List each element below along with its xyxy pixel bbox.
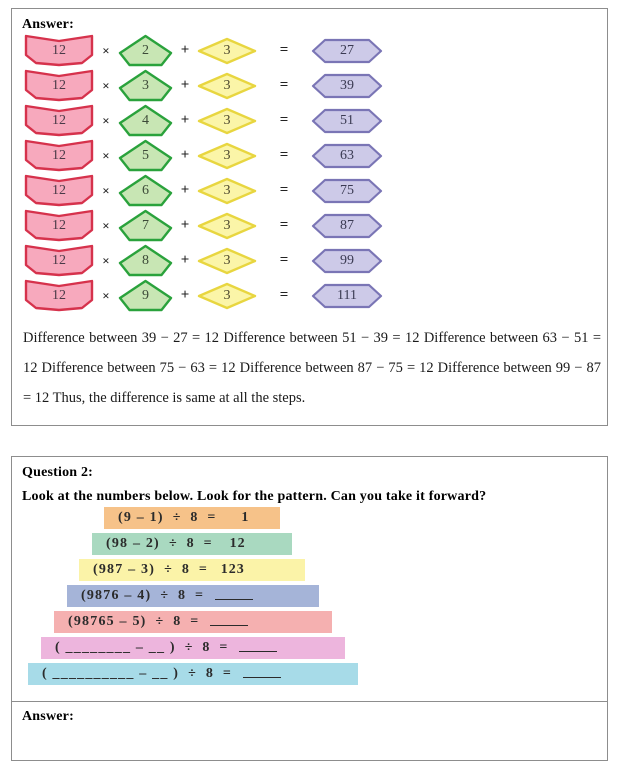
- multiplicand-shape: [24, 34, 94, 67]
- divide-operator: ÷: [160, 588, 170, 603]
- pattern-bar-row: [12, 507, 607, 532]
- times-operator: ×: [102, 182, 110, 198]
- pattern-rhs: 123: [220, 562, 245, 577]
- divide-operator: ÷: [155, 614, 165, 629]
- section-divider: [12, 701, 607, 702]
- divide-operator: ÷: [172, 510, 182, 525]
- multiplicand-value: 12: [52, 287, 66, 303]
- multiplier-shape: [118, 34, 173, 67]
- pattern-rhs: 1: [241, 510, 250, 525]
- answer-box: [11, 8, 608, 426]
- plus-operator: +: [180, 77, 190, 93]
- pattern-lhs: (987 – 3): [93, 562, 156, 577]
- plus-operator: +: [180, 42, 190, 58]
- multiplicand-shape: [24, 279, 94, 312]
- multiplicand-value: 12: [52, 217, 66, 233]
- multiplicand-value: 12: [52, 112, 66, 128]
- multiplier-value: 5: [142, 147, 149, 163]
- explanation-text: Difference between 39 − 27 = 12 Difference between 51 − 39 = 12 Difference between 63 − 51 = 12 Difference between 75 − 63 = 12 Difference between 87 − 75 = 12 Difference between 99 − 87 = 12 Thus, the difference is same at all the steps.: [23, 330, 601, 406]
- multiplier-value: 7: [142, 217, 149, 233]
- equals-operator: =: [279, 252, 289, 268]
- times-operator: ×: [102, 77, 110, 93]
- equals-operator: =: [279, 217, 289, 233]
- addend-value: 3: [223, 252, 231, 268]
- question2-answer-heading: Answer:: [22, 709, 74, 724]
- addend-value: 3: [223, 287, 231, 303]
- multiplicand-value: 12: [52, 252, 66, 268]
- pattern-bar: [28, 663, 358, 685]
- answer-heading: Answer:: [22, 17, 74, 32]
- divisor-value: 8: [186, 536, 195, 551]
- addend-shape: [197, 282, 257, 310]
- result-shape: [311, 38, 383, 64]
- divisor-value: 8: [178, 588, 187, 603]
- result-value: 27: [340, 42, 354, 58]
- pattern-lhs: ( ________ – __ ): [55, 640, 176, 655]
- question2-prompt: Look at the numbers below. Look for the pattern. Can you take it forward?: [22, 489, 487, 504]
- multiplicand-value: 12: [52, 147, 66, 163]
- times-operator: ×: [102, 42, 110, 58]
- addend-shape: [197, 142, 257, 170]
- equals-operator: =: [279, 42, 289, 58]
- result-shape: [311, 143, 383, 169]
- equation-list: [24, 33, 404, 313]
- pattern-bar-list: [12, 507, 607, 689]
- divisor-value: 8: [202, 640, 211, 655]
- pattern-bar-row: [12, 637, 607, 662]
- pattern-lhs: (98 – 2): [106, 536, 160, 551]
- pattern-rhs: 12: [229, 536, 246, 551]
- pattern-lhs: (9 – 1): [118, 510, 164, 525]
- equation-row: [24, 173, 404, 208]
- multiplier-shape: [118, 139, 173, 172]
- pattern-bar: [54, 611, 332, 633]
- multiplier-shape: [118, 104, 173, 137]
- result-value: 99: [340, 252, 354, 268]
- multiplier-shape: [118, 244, 173, 277]
- addend-shape: [197, 37, 257, 65]
- addend-shape: [197, 107, 257, 135]
- times-operator: ×: [102, 112, 110, 128]
- multiplicand-shape: [24, 209, 94, 242]
- equation-row: [24, 278, 404, 313]
- result-shape: [311, 248, 383, 274]
- equals-operator: =: [279, 147, 289, 163]
- multiplier-shape: [118, 209, 173, 242]
- multiplier-value: 3: [142, 77, 149, 93]
- pattern-lhs: ( __________ – __ ): [42, 666, 180, 681]
- pattern-bar: [41, 637, 345, 659]
- multiplicand-value: 12: [52, 182, 66, 198]
- addend-value: 3: [223, 77, 231, 93]
- multiplier-value: 6: [142, 182, 149, 198]
- equals-operator: =: [279, 287, 289, 303]
- multiplicand-shape: [24, 139, 94, 172]
- result-shape: [311, 178, 383, 204]
- pattern-bar-row: [12, 533, 607, 558]
- equals-operator: =: [195, 588, 203, 603]
- equation-row: [24, 68, 404, 103]
- times-operator: ×: [102, 217, 110, 233]
- pattern-lhs: (98765 – 5): [68, 614, 147, 629]
- result-value: 39: [340, 77, 354, 93]
- pattern-bar: [79, 559, 305, 581]
- pattern-bar: [104, 507, 280, 529]
- plus-operator: +: [180, 182, 190, 198]
- addend-value: 3: [223, 182, 231, 198]
- pattern-lhs: (9876 – 4): [81, 588, 152, 603]
- plus-operator: +: [180, 112, 190, 128]
- addend-value: 3: [223, 42, 231, 58]
- multiplier-value: 8: [142, 252, 149, 268]
- addend-value: 3: [223, 112, 231, 128]
- equation-row: [24, 138, 404, 173]
- addend-shape: [197, 212, 257, 240]
- multiplicand-shape: [24, 244, 94, 277]
- result-value: 63: [340, 147, 354, 163]
- addend-value: 3: [223, 147, 231, 163]
- divide-operator: ÷: [164, 562, 173, 577]
- divide-operator: ÷: [184, 640, 194, 655]
- plus-operator: +: [180, 252, 190, 268]
- multiplicand-shape: [24, 174, 94, 207]
- pattern-rhs: [203, 588, 253, 605]
- addend-shape: [197, 247, 257, 275]
- pattern-rhs: [227, 640, 277, 657]
- divisor-value: 8: [190, 510, 199, 525]
- equation-row: [24, 208, 404, 243]
- equals-operator: =: [279, 77, 289, 93]
- pattern-bar-row: [12, 611, 607, 636]
- result-shape: [311, 283, 383, 309]
- multiplier-value: 9: [142, 287, 149, 303]
- times-operator: ×: [102, 287, 110, 303]
- multiplicand-value: 12: [52, 77, 66, 93]
- pattern-bar: [67, 585, 319, 607]
- equals-operator: =: [279, 112, 289, 128]
- multiplicand-value: 12: [52, 42, 66, 58]
- result-value: 87: [340, 217, 354, 233]
- addend-value: 3: [223, 217, 231, 233]
- equals-operator: =: [203, 536, 212, 551]
- equals-operator: =: [190, 614, 199, 629]
- times-operator: ×: [102, 252, 110, 268]
- equals-operator: =: [207, 510, 216, 525]
- pattern-rhs: [198, 614, 248, 631]
- divisor-value: 8: [205, 666, 214, 681]
- addend-shape: [197, 177, 257, 205]
- times-operator: ×: [102, 147, 110, 163]
- divisor-value: 8: [181, 562, 190, 577]
- result-value: 75: [340, 182, 354, 198]
- equals-operator: =: [279, 182, 289, 198]
- question2-heading: Question 2:: [22, 465, 94, 480]
- pattern-bar-row: [12, 559, 607, 584]
- equals-operator: =: [198, 562, 207, 577]
- result-shape: [311, 73, 383, 99]
- plus-operator: +: [180, 287, 190, 303]
- result-shape: [311, 108, 383, 134]
- question2-box: [11, 456, 608, 761]
- result-value: 111: [337, 287, 357, 303]
- result-value: 51: [340, 112, 354, 128]
- plus-operator: +: [180, 217, 190, 233]
- multiplicand-shape: [24, 104, 94, 137]
- multiplier-shape: [118, 69, 173, 102]
- multiplier-shape: [118, 279, 173, 312]
- pattern-bar: [92, 533, 292, 555]
- equation-row: [24, 33, 404, 68]
- multiplier-value: 2: [142, 42, 149, 58]
- equals-operator: =: [219, 640, 228, 655]
- multiplier-shape: [118, 174, 173, 207]
- equation-row: [24, 103, 404, 138]
- pattern-bar-row: [12, 663, 607, 688]
- pattern-rhs: [231, 666, 281, 683]
- plus-operator: +: [180, 147, 190, 163]
- addend-shape: [197, 72, 257, 100]
- divide-operator: ÷: [168, 536, 178, 551]
- divide-operator: ÷: [188, 666, 197, 681]
- multiplicand-shape: [24, 69, 94, 102]
- divisor-value: 8: [173, 614, 182, 629]
- result-shape: [311, 213, 383, 239]
- equation-row: [24, 243, 404, 278]
- equals-operator: =: [222, 666, 231, 681]
- multiplier-value: 4: [142, 112, 149, 128]
- pattern-bar-row: [12, 585, 607, 610]
